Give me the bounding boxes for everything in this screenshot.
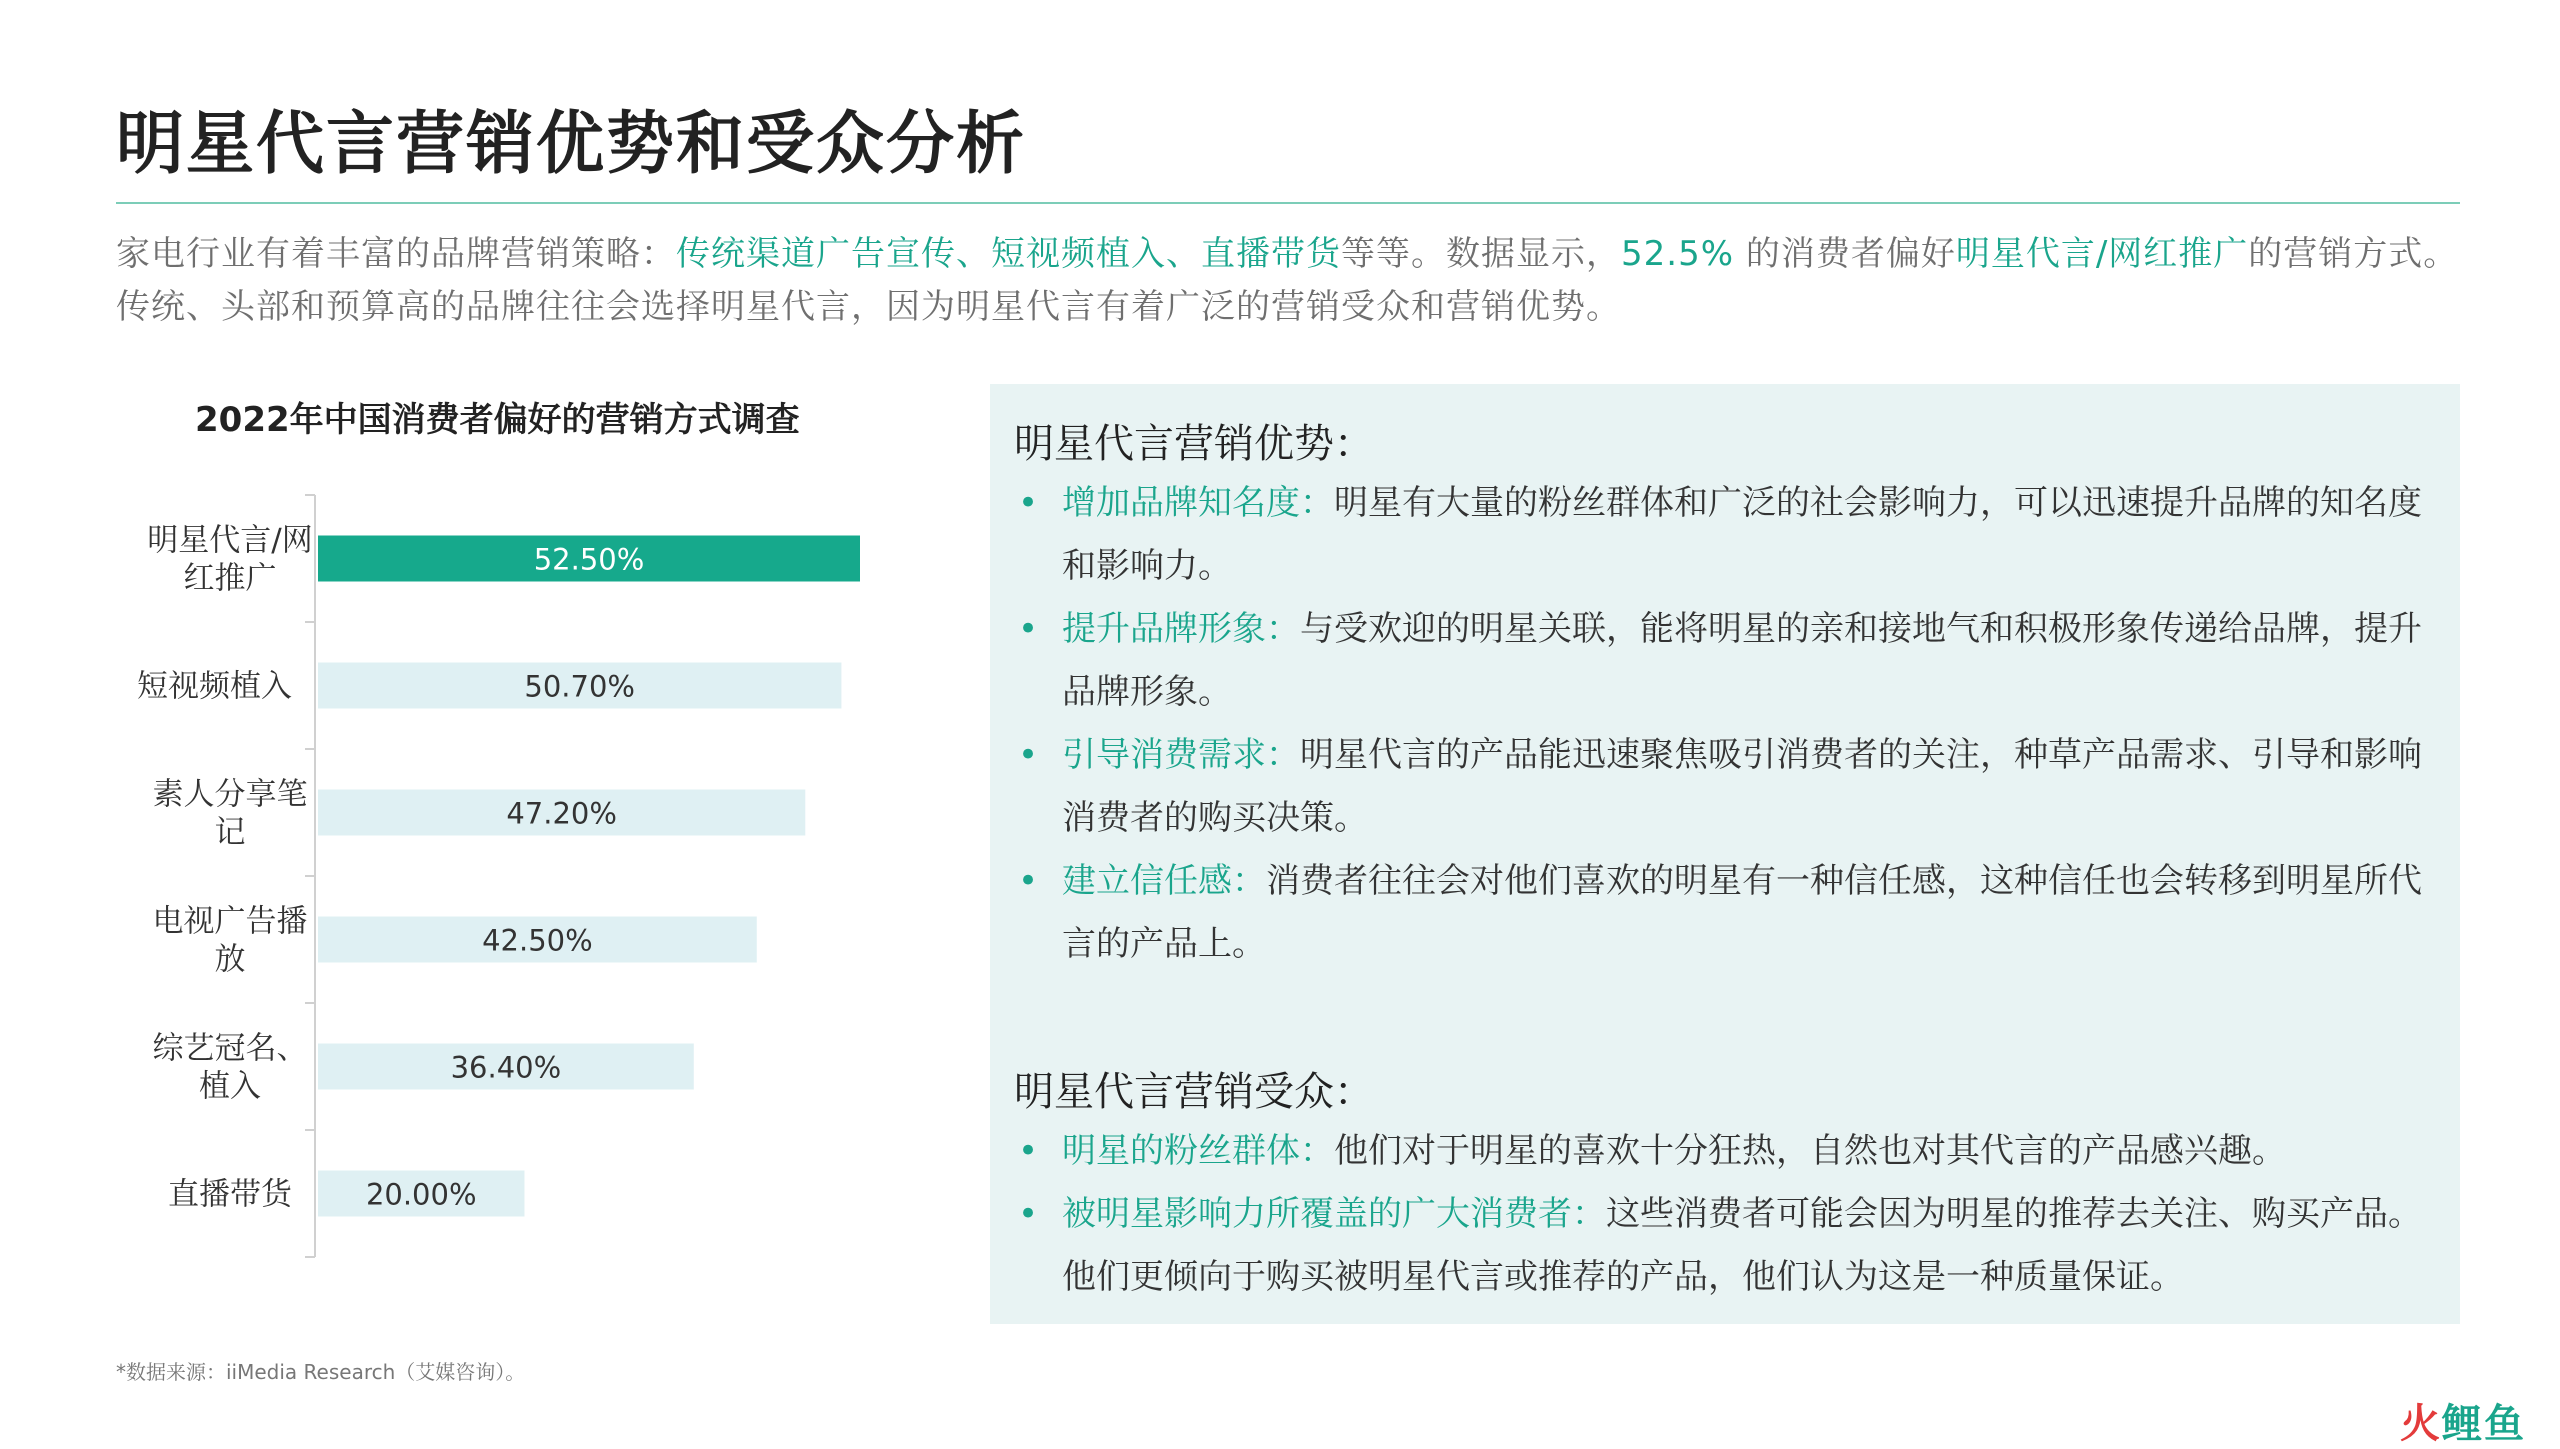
intro-highlight-channels: 传统渠道广告宣传、短视频植入、直播带货: [676, 234, 1341, 274]
audience-list: [1010, 1120, 2440, 1309]
advantage-label: 提升品牌形象：: [1062, 609, 1300, 649]
advantage-item: [1010, 850, 2440, 976]
audience-item: [1010, 1120, 2440, 1183]
bar-data-label: 52.50%: [533, 542, 645, 577]
intro-text-4: 的营销方式。传统、头部和预算高的品牌往往会选择明星代言，因为明星代言有着广泛的营销受众和营销优势。: [116, 234, 2459, 327]
intro-text-3: 的消费者偏好: [1734, 234, 1956, 274]
category-label: 综艺冠名、: [152, 1030, 308, 1067]
title-divider: [116, 202, 2460, 204]
page-title: 明星代言营销优势和受众分析: [116, 105, 1027, 184]
audience-item: [1010, 1183, 2440, 1309]
category-label: 直播带货: [168, 1176, 292, 1213]
brand-logo: 火鲤鱼: [2400, 1401, 2526, 1447]
intro-highlight-celebrity: 明星代言/网红推广: [1955, 234, 2249, 274]
bullet-icon: •: [1018, 483, 1039, 523]
intro-text-1: 家电行业有着丰富的品牌营销策略：: [116, 234, 676, 274]
chart-title: 2022年中国消费者偏好的营销方式调查: [195, 400, 800, 440]
advantage-text: 与受欢迎的明星关联，能将明星的亲和接地气和积极形象传递给品牌，提升品牌形象。: [1062, 609, 2422, 712]
audience-title: 明星代言营销受众：: [1014, 1069, 1374, 1115]
analysis-panel: [990, 384, 2460, 1324]
advantage-item: [1010, 598, 2440, 724]
bar-data-label: 20.00%: [365, 1177, 477, 1212]
category-label: 放: [214, 941, 246, 978]
category-label: 明星代言/网: [147, 522, 313, 559]
category-label: 电视广告播: [152, 903, 308, 940]
bullet-icon: •: [1018, 735, 1039, 775]
category-label: 记: [214, 814, 246, 851]
bar-data-label: 36.40%: [450, 1050, 562, 1085]
bullet-icon: •: [1018, 1194, 1039, 1234]
audience-label: 明星的粉丝群体：: [1062, 1131, 1334, 1171]
category-label: 植入: [199, 1068, 261, 1105]
bar-data-label: 47.20%: [506, 796, 617, 831]
advantages-list: [1010, 472, 2440, 976]
bar-data-label: 50.70%: [524, 669, 635, 704]
advantage-text: 明星代言的产品能迅速聚焦吸引消费者的关注，种草产品需求、引导和影响消费者的购买决策。: [1062, 735, 2422, 838]
intro-text-2: 等等。数据显示，: [1341, 234, 1621, 274]
advantage-item: [1010, 472, 2440, 598]
audience-label: 被明星影响力所覆盖的广大消费者：: [1062, 1194, 1606, 1234]
advantage-item: [1010, 724, 2440, 850]
audience-text: 这些消费者可能会因为明星的推荐去关注、购买产品。他们更倾向于购买被明星代言或推荐的产品，他们认为这是一种质量保证。: [1062, 1194, 2422, 1297]
advantage-label: 建立信任感：: [1062, 861, 1266, 901]
intro-highlight-percent: 52.5%: [1621, 234, 1735, 274]
category-label: 素人分享笔: [152, 776, 308, 813]
bar-data-label: 42.50%: [482, 923, 593, 958]
advantage-text: 消费者往往会对他们喜欢的明星有一种信任感，这种信任也会转移到明星所代言的产品上。: [1062, 861, 2422, 964]
bullet-icon: •: [1018, 1131, 1039, 1171]
category-label: 红推广: [183, 560, 277, 597]
data-source-note: *数据来源：iiMedia Research（艾媒咨询）。: [116, 1360, 526, 1384]
bullet-icon: •: [1018, 609, 1039, 649]
advantage-text: 明星有大量的粉丝群体和广泛的社会影响力，可以迅速提升品牌的知名度和影响力。: [1062, 483, 2422, 586]
advantage-label: 引导消费需求：: [1062, 735, 1300, 775]
category-label: 短视频植入: [137, 668, 292, 705]
bar-chart: [100, 480, 980, 1280]
intro-paragraph: [116, 228, 2460, 334]
advantages-title: 明星代言营销优势：: [1014, 421, 1374, 467]
bullet-icon: •: [1018, 861, 1039, 901]
audience-text: 他们对于明星的喜欢十分狂热，自然也对其代言的产品感兴趣。: [1334, 1131, 2286, 1171]
advantage-label: 增加品牌知名度：: [1062, 483, 1334, 523]
